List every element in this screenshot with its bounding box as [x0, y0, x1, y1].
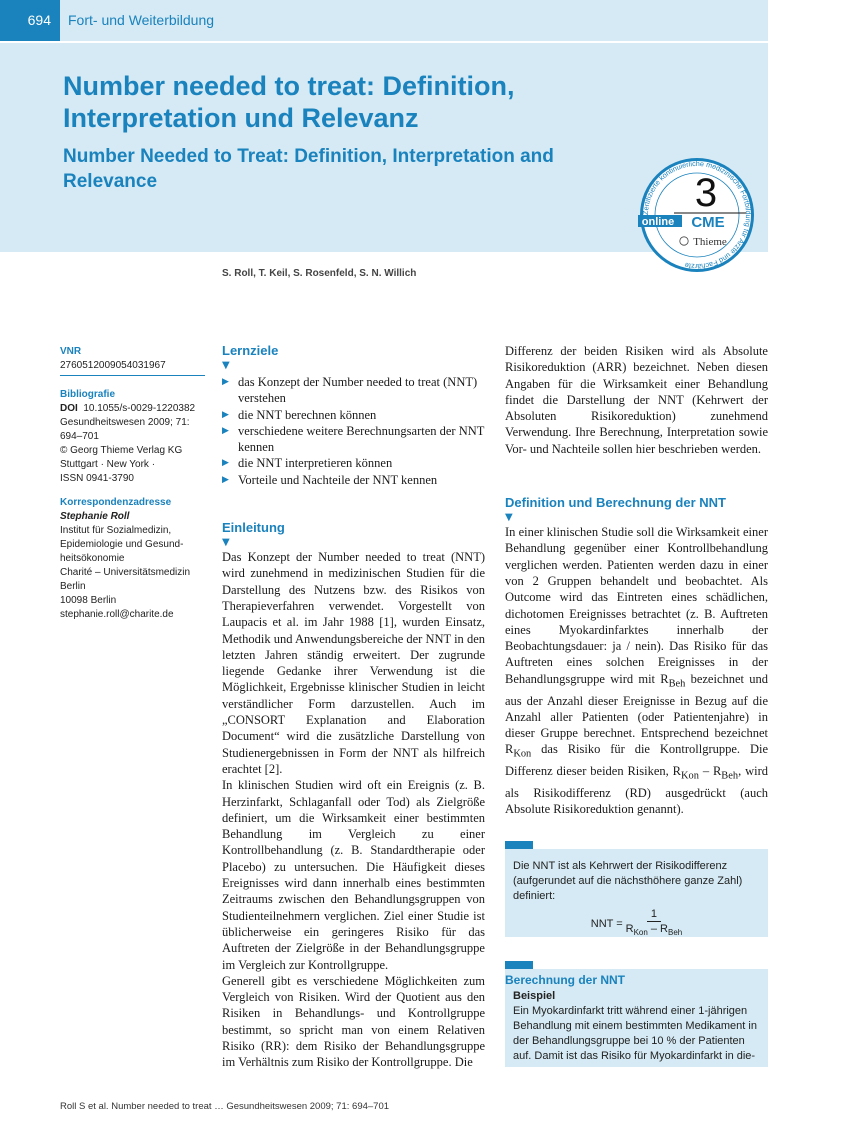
triangle-down-icon: ▼ — [505, 512, 513, 524]
vnr-value: 2760512009054031967 — [60, 359, 205, 376]
corr-line: Institut für Sozialmedizin, — [60, 525, 172, 536]
box-accent-bar — [505, 841, 533, 849]
einleitung-heading: Einleitung — [222, 520, 285, 536]
box-text: Die NNT ist als Kehrwert der Risikodifferenz (aufgerundet auf die nächsthöhere ganze Zahl) definiert: — [513, 860, 743, 902]
doi-line — [60, 402, 205, 416]
doi-label: DOI — [60, 403, 78, 414]
bibliography — [60, 388, 205, 486]
biblio-label: Bibliografie — [60, 389, 116, 400]
page-title: Number needed to treat: Definition, Interpretation und Relevanz — [63, 71, 515, 133]
cme-badge — [638, 156, 756, 274]
biblio-line: Stuttgart · New York · — [60, 459, 156, 470]
nnt-formula — [513, 908, 760, 940]
example-text: Ein Myokardinfarkt tritt während einer 1-jährigen Behandlung mit einem bestimmten Medikament in der Behandlungsgruppe bei 10 % der Patienten auf. Damit ist das Risiko für Myokardinfarkt in die- — [513, 1005, 757, 1062]
corr-line: 10098 Berlin — [60, 595, 117, 606]
paragraph: Differenz der beiden Risiken wird als Absolute Risikoreduktion (ARR) bezeichnet. Neben diesen Angaben für die Wirksamkeit einer Behandlung findet die Darstellung der NNT (Kehrwert der Absoluten Risikoreduktion) zunehmend Verwendung. Ihre Berechnung, Interpretation sowie Vor- und Nachteile sollen hier beschrieben werden. — [505, 344, 768, 456]
lernziele-heading: Lernziele — [222, 343, 279, 358]
example-box-title: Berechnung der NNT — [505, 973, 626, 987]
section-label: Fort- und Weiterbildung — [68, 12, 215, 28]
formula-denominator: $R_{Kon} - R_{Beh}$ — [625, 923, 683, 938]
triangle-down-icon: ▼ — [222, 360, 230, 371]
corr-line: heitsökonomie — [60, 553, 125, 564]
corr-line: Epidemiologie und Gesund- — [60, 539, 184, 550]
badge-publisher: Thieme — [693, 236, 727, 248]
badge-cme: CME — [691, 214, 725, 231]
badge-ring-text: Zertifizierte kontinuierliche medizinische Fortbildung für Ärzte und Fachärzte — [640, 158, 754, 272]
biblio-line: ISSN 0941-3790 — [60, 473, 134, 484]
vnr-label: VNR — [60, 346, 82, 357]
formula-fraction — [626, 908, 683, 940]
list-item: ▶ Vorteile und Nachteile der NNT kennen — [222, 472, 485, 488]
biblio-line: © Georg Thieme Verlag KG — [60, 445, 183, 456]
list-item: ▶ das Konzept der Number needed to treat (NNT) verstehen — [222, 374, 485, 407]
correspondence — [60, 496, 205, 622]
middle-column — [222, 343, 485, 1071]
box-accent-bar — [505, 961, 533, 969]
corr-email[interactable]: stephanie.roll@charite.de — [60, 609, 174, 620]
list-item: ▶ die NNT berechnen können — [222, 407, 485, 423]
triangle-down-icon: ▼ — [222, 537, 230, 549]
authors: S. Roll, T. Keil, S. Rosenfeld, S. N. Willich — [222, 268, 417, 279]
paragraph: Generell gibt es verschiedene Möglichkeiten zum Vergleich von Risiken. Wird der Quotient aus den Risiken in Behandlungs- und Kontrollgruppe bestimmt, so spricht man von einem Relativen Risiko (RR): dem Risiko der Behandlungsgruppe im Verhältnis zum Risiko der Kontrollgruppe. Die — [222, 973, 485, 1070]
biblio-line: Gesundheitswesen 2009; 71: — [60, 417, 190, 428]
paragraph: In klinischen Studien wird oft ein Ereignis (z. B. Herzinfarkt, Schlaganfall oder Tod) als Zielgröße definiert, um die Wirksamkeit einer bestimmten Behandlung im Vergleich zu einer Kontrollbehandlung (z. B. Standardtherapie oder Placebo) zu untersuchen. Die Häufigkeit dieses Ereignisses wird dann innerhalb eines bestimmten Zeitraums zwischen den Behandlungsgruppen von Studienteilnehmern verglichen. Ziel einer Studie ist üblicherweise ein geringeres Risiko für das Auftreten der Zielgröße in der Behandlungsgruppe im Vergleich zur Kontrollgruppe. — [222, 778, 485, 972]
corr-line: Charité – Universitätsmedizin — [60, 567, 191, 578]
badge-online: online — [641, 216, 675, 228]
sidebar — [60, 345, 205, 632]
page-subtitle: Number Needed to Treat: Definition, Interpretation and Relevance — [63, 146, 554, 192]
corr-label: Korrespondenzadresse — [60, 497, 172, 508]
corr-line: Berlin — [60, 581, 86, 592]
corr-name: Stephanie Roll — [60, 511, 130, 522]
formula-numerator: 1 — [647, 908, 661, 922]
example-subtitle: Beispiel — [513, 990, 556, 1002]
doi-link[interactable]: 10.1055/s-0029-1220382 — [83, 403, 196, 414]
learning-goals-list — [222, 374, 485, 488]
paragraph: Das Konzept der Number needed to treat (NNT) wird zunehmend in medizinischen Studien für die Darstellung des Nutzens bzw. des Risikos von Therapieverfahren verwendet. Vorgestellt von Laupacis et al. im Jahr 1988 [1], wurden Einsatz, Methodik und Anwendungsbereiche der NNT in den letzten Jahren ständig erweitert. Der zugrunde liegende Gedanke ihrer Verwendung ist die Möglichkeit, Ergebnisse klinischer Studien in leicht verständlicher Form darzustellen. Auch im „CONSORT Explanation and Elaboration Document“ wird die zusätzliche Darstellung von Studienergebnissen in Form der NNT als hilfreich erachtet [2]. — [222, 550, 485, 776]
biblio-line: 694–701 — [60, 431, 99, 442]
header-divider — [0, 41, 768, 43]
page-footer: Roll S et al. Number needed to treat … Gesundheitswesen 2009; 71: 694–701 — [60, 1101, 390, 1112]
example-box — [505, 969, 768, 1067]
formula-lhs: NNT = — [590, 917, 623, 930]
paragraph: In einer klinischen Studie soll die Wirksamkeit einer Behandlung gegenüber einer Kontrollbehandlung verglichen werden. Patienten werden dazu in einer von 2 Gruppen behandelt und beobachtet. Als Outcome wird das Eintreten eines schädlichen, dichotomen Ereignisses betrachtet (z. B. Auftreten eines Myokardinfarktes innerhalb der Beobachtungsdauer: ja / nein). Das Risiko für das Auftreten eines solchen Ereignisses in der Behandlungsgruppe wird mit $R_{Beh}$ bezeichnet und aus der Anzahl dieser Ereignisse in Bezug auf die Anzahl aller Patienten (oder Patientenjahre) in dieser Gruppe berechnet. Entsprechend bezeichnet $R_{Kon}$ das Risiko für die Kontrollgruppe. Die Differenz dieser beiden Risiken, $R_{Kon} - R_{Beh}$, wird als Risikodifferenz (RD) ausgedrückt (auch Absolute Risikoreduktion genannt). — [505, 525, 768, 817]
list-item: ▶ verschiedene weitere Berechnungsarten der NNT kennen — [222, 423, 485, 456]
right-column — [505, 343, 768, 818]
nnt-definition-box — [505, 849, 768, 937]
definition-heading: Definition und Berechnung der NNT — [505, 495, 726, 511]
badge-number: 3 — [694, 171, 718, 215]
page-number: 694 — [0, 0, 60, 41]
list-item: ▶ die NNT interpretieren können — [222, 455, 485, 471]
